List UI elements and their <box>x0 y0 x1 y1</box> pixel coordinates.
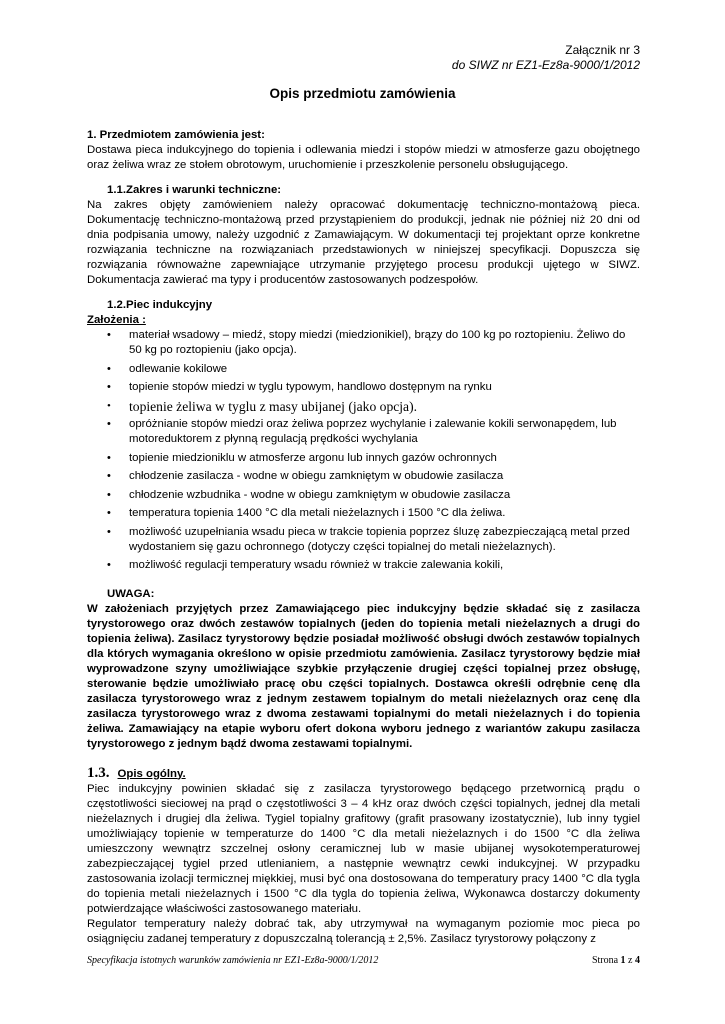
section-1-1-text: Na zakres objęty zamówieniem należy opracować dokumentację techniczno-montażową pieca. Dokumentację techniczno-montażową przed przystąpieniem do produkcji, jednak nie później niż 20 dni od dnia podpisania umowy, należy uzgodnić z Zamawiającym. W dokumentacji tej projektant oprze konkretne rozwiązania techniczne na rozwiązaniach przedstawionych w niniejszej specyfikacji. Dopuszcza się rozwiązania równoważne zapewniające utrzymanie przyjętego procesu produkcji ujętego w SIWZ. Dokumentacja zawierać ma typy i producentów zastosowanych podzespołów. <box>87 199 640 286</box>
section-1-3-paragraph-1: Piec indukcyjny powinien składać się z zasilacza tyrystorowego będącego przetwornicą prądu o częstotliwości sieciowej na prąd o częstotliwości 3 – 4 kHz oraz dwóch części topialnych, jednej dla metali nieżelaznych i drugiej dla żeliwa. Tygiel topialny grafitowy (grafit prasowany izostatycznie), lub inny tygiel umożliwiający topienie w temperaturze do 1400 °C dla metali nieżelaznych i do 1500 °C dla żeliwa umieszczony wewnątrz szczelnej osłony ceramicznej lub w masie ubijanej wysokotemperaturowej zabezpieczającej tygiel przed utlenianiem, a następnie wewnątrz cewki indukcyjnej. W przypadku zastosowania izolacji termicznej miękkiej, musi być ona dostosowana do temperatury pracy 1400 °C dla tygla do topienia metali nieżelaznych i 1500 °C dla tygla do topienia żeliwa, Wykonawca dostarczy dokumenty potwierdzające właściwości zastosowanego materiału. <box>87 782 640 915</box>
section-1-3-paragraph-2: Regulator temperatury należy dobrać tak, aby utrzymywał na wymaganym poziomie moc pieca po osiągnięciu zadanej temperatury z dopuszczalną tolerancją ± 2,5%. Zasilacz tyrystorowy połączony z <box>87 917 640 945</box>
bullet-icon: • <box>107 362 111 375</box>
assumptions-label: Założenia : <box>87 314 146 326</box>
bullet-icon: • <box>107 525 111 538</box>
list-item: • chłodzenie wzbudnika - wodne w obiegu zamkniętym w obudowie zasilacza <box>107 488 511 501</box>
section-1-text: Dostawa pieca indukcyjnego do topienia i odlewania miedzi i stopów miedzi w atmosferze gazu obojętnego oraz żeliwa wraz ze stołem obrotowym, uruchomienie i przeszkolenie personelu obsługującego. <box>87 144 640 171</box>
bullet-icon: • <box>107 507 111 519</box>
attachment-label: Załącznik nr 3 <box>565 43 640 57</box>
list-item: • odlewanie kokilowe <box>107 362 228 375</box>
list-item: • temperatura topienia 1400 °C dla metali nieżelaznych i 1500 °C dla żeliwa. <box>107 507 506 519</box>
bullet-icon: • <box>107 418 111 430</box>
list-item: • chłodzenie zasilacza - wodne w obiegu zamkniętym w obudowie zasilacza <box>107 470 504 482</box>
attachment-reference: do SIWZ nr EZ1-Ez8a-9000/1/2012 <box>451 57 640 72</box>
section-1-2-heading: 1.2.Piec indukcyjny <box>107 299 213 311</box>
assumptions-list <box>87 328 640 573</box>
bullet-icon: • <box>107 399 111 412</box>
document-body <box>87 128 640 947</box>
list-item: • możliwość uzupełniania wsadu pieca w trakcie topienia poprzez śluzę zabezpieczającą metal przed wydostaniem się gazu ochronnego (dotyczy części topialnej do metali nieżelaznych). <box>107 525 630 553</box>
list-item: • możliwość regulacji temperatury wsadu również w trakcie zalewania kokili, <box>107 559 504 571</box>
bullet-icon: • <box>107 470 111 482</box>
section-1-3-number: 1.3. <box>87 764 110 781</box>
section-1-3-heading <box>87 766 640 782</box>
page-number: Strona 1 z 4 <box>591 955 640 966</box>
section-1-heading: 1. Przedmiotem zamówienia jest: <box>87 129 265 141</box>
list-item: • topienie stopów miedzi w tyglu typowym, handlowo dostępnym na rynku <box>107 381 492 393</box>
footer-spec-title: Specyfikacja istotnych warunków zamówienia nr EZ1-Ez8a-9000/1/2012 <box>87 955 379 966</box>
bullet-icon: • <box>107 488 111 501</box>
list-item: • topienie miedzioniklu w atmosferze argonu lub innych gazów ochronnych <box>107 451 497 464</box>
list-item: • topienie żeliwa w tyglu z masy ubijanej (jako opcja). <box>107 398 418 414</box>
bullet-icon: • <box>107 381 111 393</box>
bullet-icon: • <box>107 559 111 571</box>
attachment-header <box>452 43 640 72</box>
page-title: Opis przedmiotu zamówienia <box>269 86 456 101</box>
bullet-icon: • <box>107 451 111 464</box>
section-1-3-title: Opis ogólny. <box>117 767 186 780</box>
bullet-icon: • <box>107 329 111 341</box>
note-text: W założeniach przyjętych przez Zamawiającego piec indukcyjny będzie składać się z zasilacza tyrystorowego oraz dwóch zestawów topialnych (jeden do topienia metali nieżelaznych a drugi do topienia żeliwa). Zasilacz tyrystorowy będzie posiadał możliwość obsługi dwóch zestawów topialnych dla których wymagania określono w opisie przedmiotu zamówienia. Zasilacz tyrystorowy będzie miał wyprowadzone szyny umożliwiające szybkie przyłączenie drugiej części topialnej przez obsługę, sterowanie będzie umożliwiało pracę obu części topialnych. Dostawca określi odrębnie cenę dla zasilacza tyrystorowego wraz z jednym zestawem topialnym do metali nieżelaznych oraz cenę dla zasilacza tyrystorowego wraz z dwoma zestawami topialnymi do metali nieżelaznych i do topienia żeliwa. Zamawiający na etapie wyboru ofert dokona wyboru jednego z wariantów zakupu zasilacza tyrystorowego z jednym bądź dwoma zestawami topialnymi. <box>87 602 640 750</box>
section-1-1-heading: 1.1.Zakres i warunki techniczne: <box>107 184 282 196</box>
list-item: • materiał wsadowy – miedź, stopy miedzi (miedzionikiel), brązy do 100 kg po roztopieniu. Żeliwo do 50 kg po roztopieniu (jako opcja). <box>107 329 626 356</box>
note-heading: UWAGA: <box>107 587 155 600</box>
list-item: • opróżnianie stopów miedzi oraz żeliwa poprzez wychylanie i zalewanie kokili serwonapędem, lub motoreduktorem z płynną regulacją prędkości wychylania <box>107 418 617 445</box>
